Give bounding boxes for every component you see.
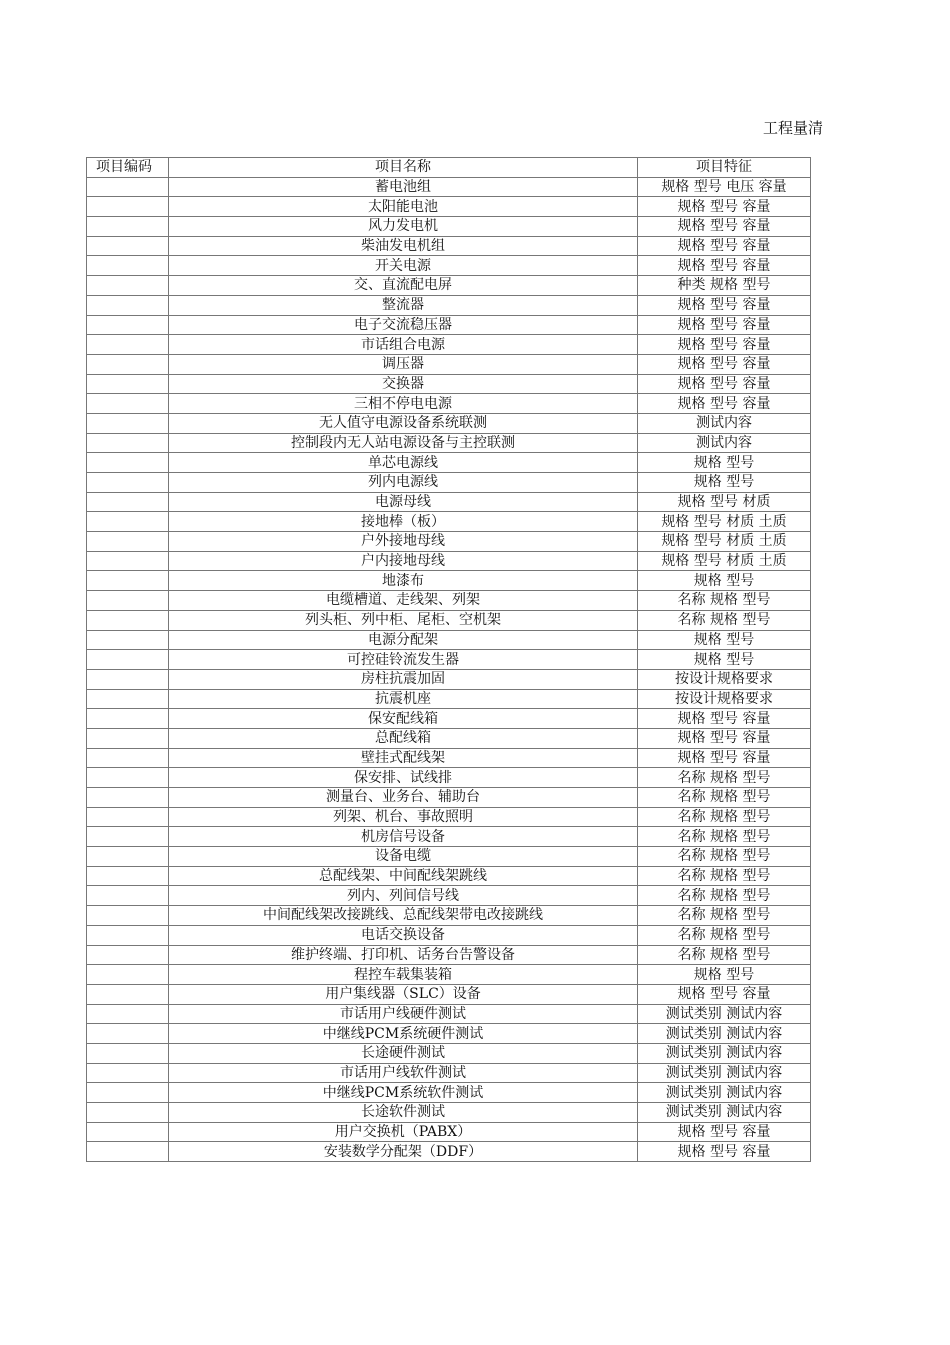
header-item-feature: 项目特征 [638,158,811,178]
item-name-cell: 开关电源 [169,256,638,276]
item-name-cell: 列架、机台、事故照明 [169,807,638,827]
item-code-cell [87,886,169,906]
item-name-cell: 长途硬件测试 [169,1043,638,1063]
item-feature-cell: 规格 型号 容量 [638,236,811,256]
table-header-row [87,158,811,178]
table-row [87,1083,811,1103]
item-feature-cell: 测试类别 测试内容 [638,1083,811,1103]
table-row [87,591,811,611]
item-feature-cell: 名称 规格 型号 [638,610,811,630]
item-code-cell [87,925,169,945]
item-feature-cell: 规格 型号 容量 [638,354,811,374]
item-feature-cell: 测试内容 [638,413,811,433]
item-code-cell [87,748,169,768]
table-row [87,709,811,729]
table-row [87,256,811,276]
item-feature-cell: 测试类别 测试内容 [638,1024,811,1044]
table-row [87,473,811,493]
item-code-cell [87,650,169,670]
item-code-cell [87,394,169,414]
item-name-cell: 市话用户线硬件测试 [169,1004,638,1024]
item-code-cell [87,315,169,335]
table-row [87,748,811,768]
header-item-name: 项目名称 [169,158,638,178]
item-feature-cell: 规格 型号 容量 [638,709,811,729]
table-row [87,335,811,355]
item-code-cell [87,1004,169,1024]
item-feature-cell: 按设计规格要求 [638,669,811,689]
item-feature-cell: 测试类别 测试内容 [638,1103,811,1123]
item-code-cell [87,532,169,552]
item-code-cell [87,689,169,709]
item-feature-cell: 名称 规格 型号 [638,788,811,808]
item-code-cell [87,492,169,512]
table-row [87,374,811,394]
item-feature-cell: 按设计规格要求 [638,689,811,709]
item-name-cell: 维护终端、打印机、话务台告警设备 [169,945,638,965]
item-feature-cell: 测试类别 测试内容 [638,1043,811,1063]
item-code-cell [87,1063,169,1083]
item-feature-cell: 规格 型号 容量 [638,256,811,276]
table-row [87,788,811,808]
table-row [87,512,811,532]
table-row [87,197,811,217]
item-feature-cell: 规格 型号 容量 [638,394,811,414]
item-feature-cell: 规格 型号 [638,965,811,985]
item-feature-cell: 规格 型号 [638,453,811,473]
item-code-cell [87,984,169,1004]
item-name-cell: 列头柜、列中柜、尾柜、空机架 [169,610,638,630]
item-feature-cell: 规格 型号 材质 [638,492,811,512]
item-name-cell: 风力发电机 [169,217,638,237]
header-item-code: 项目编码 [87,158,169,178]
table-row [87,906,811,926]
item-feature-cell: 名称 规格 型号 [638,847,811,867]
item-code-cell [87,906,169,926]
item-feature-cell: 规格 型号 [638,630,811,650]
item-code-cell [87,807,169,827]
item-name-cell: 单芯电源线 [169,453,638,473]
item-name-cell: 电源母线 [169,492,638,512]
item-code-cell [87,866,169,886]
table-row [87,354,811,374]
item-code-cell [87,276,169,296]
item-feature-cell: 测试内容 [638,433,811,453]
table-row [87,571,811,591]
table-row [87,965,811,985]
item-feature-cell: 名称 规格 型号 [638,925,811,945]
item-name-cell: 户外接地母线 [169,532,638,552]
item-feature-cell: 种类 规格 型号 [638,276,811,296]
item-code-cell [87,217,169,237]
item-feature-cell: 名称 规格 型号 [638,591,811,611]
table-row [87,1063,811,1083]
item-code-cell [87,1142,169,1162]
item-name-cell: 中继线PCM系统软件测试 [169,1083,638,1103]
item-name-cell: 中继线PCM系统硬件测试 [169,1024,638,1044]
item-feature-cell: 规格 型号 容量 [638,728,811,748]
item-feature-cell: 名称 规格 型号 [638,866,811,886]
item-feature-cell: 规格 型号 材质 土质 [638,551,811,571]
item-code-cell [87,413,169,433]
table-row [87,1142,811,1162]
item-feature-cell: 规格 型号 容量 [638,315,811,335]
table-row [87,886,811,906]
item-name-cell: 房柱抗震加固 [169,669,638,689]
table-row [87,315,811,335]
item-code-cell [87,1122,169,1142]
item-code-cell [87,473,169,493]
table-row [87,925,811,945]
item-feature-cell: 名称 规格 型号 [638,807,811,827]
item-name-cell: 调压器 [169,354,638,374]
item-name-cell: 长途软件测试 [169,1103,638,1123]
item-name-cell: 机房信号设备 [169,827,638,847]
table-row [87,276,811,296]
item-code-cell [87,512,169,532]
table-row [87,768,811,788]
item-name-cell: 电子交流稳压器 [169,315,638,335]
item-code-cell [87,295,169,315]
item-code-cell [87,768,169,788]
table-row [87,1024,811,1044]
table-row [87,1122,811,1142]
table-row [87,847,811,867]
table-row [87,532,811,552]
item-name-cell: 蓄电池组 [169,177,638,197]
item-name-cell: 电源分配架 [169,630,638,650]
item-code-cell [87,610,169,630]
table-row [87,728,811,748]
table-row [87,433,811,453]
item-name-cell: 用户交换机（PABX） [169,1122,638,1142]
item-code-cell [87,965,169,985]
table-row [87,827,811,847]
item-feature-cell: 规格 型号 材质 土质 [638,532,811,552]
item-code-cell [87,788,169,808]
table-row [87,492,811,512]
item-feature-cell: 规格 型号 容量 [638,748,811,768]
item-feature-cell: 规格 型号 容量 [638,335,811,355]
item-feature-cell: 测试类别 测试内容 [638,1004,811,1024]
item-name-cell: 接地棒（板） [169,512,638,532]
item-name-cell: 交、直流配电屏 [169,276,638,296]
item-name-cell: 设备电缆 [169,847,638,867]
item-name-cell: 列内、列间信号线 [169,886,638,906]
table-row [87,1103,811,1123]
table-row [87,1004,811,1024]
item-code-cell [87,591,169,611]
table-row [87,394,811,414]
item-feature-cell: 名称 规格 型号 [638,886,811,906]
table-row [87,984,811,1004]
item-code-cell [87,1024,169,1044]
item-feature-cell: 规格 型号 容量 [638,984,811,1004]
item-name-cell: 用户集线器（SLC）设备 [169,984,638,1004]
item-name-cell: 总配线架、中间配线架跳线 [169,866,638,886]
item-name-cell: 交换器 [169,374,638,394]
item-name-cell: 程控车载集装箱 [169,965,638,985]
table-row [87,413,811,433]
item-code-cell [87,453,169,473]
item-feature-cell: 名称 规格 型号 [638,768,811,788]
table-row [87,295,811,315]
item-name-cell: 市话组合电源 [169,335,638,355]
item-code-cell [87,571,169,591]
item-name-cell: 安装数学分配架（DDF） [169,1142,638,1162]
item-name-cell: 保安排、试线排 [169,768,638,788]
item-feature-cell: 名称 规格 型号 [638,827,811,847]
page-title: 工程量清 [763,119,824,137]
item-code-cell [87,354,169,374]
item-code-cell [87,1083,169,1103]
item-feature-cell: 规格 型号 容量 [638,217,811,237]
item-name-cell: 电话交换设备 [169,925,638,945]
item-code-cell [87,669,169,689]
table-row [87,236,811,256]
item-code-cell [87,728,169,748]
item-name-cell: 柴油发电机组 [169,236,638,256]
item-name-cell: 电缆槽道、走线架、列架 [169,591,638,611]
item-name-cell: 列内电源线 [169,473,638,493]
item-name-cell: 太阳能电池 [169,197,638,217]
table-row [87,945,811,965]
item-code-cell [87,1103,169,1123]
table-row [87,1043,811,1063]
item-code-cell [87,197,169,217]
item-code-cell [87,709,169,729]
item-feature-cell: 测试类别 测试内容 [638,1063,811,1083]
table-row [87,610,811,630]
item-feature-cell: 规格 型号 容量 [638,197,811,217]
item-code-cell [87,256,169,276]
item-name-cell: 壁挂式配线架 [169,748,638,768]
item-code-cell [87,630,169,650]
item-feature-cell: 规格 型号 [638,571,811,591]
item-code-cell [87,945,169,965]
table-row [87,217,811,237]
item-name-cell: 可控硅铃流发生器 [169,650,638,670]
table-row [87,630,811,650]
item-feature-cell: 规格 型号 容量 [638,295,811,315]
item-code-cell [87,177,169,197]
item-feature-cell: 规格 型号 [638,473,811,493]
item-feature-cell: 规格 型号 电压 容量 [638,177,811,197]
table-row [87,650,811,670]
item-name-cell: 市话用户线软件测试 [169,1063,638,1083]
item-code-cell [87,335,169,355]
item-code-cell [87,433,169,453]
bill-of-quantities-table [86,157,811,1162]
item-name-cell: 中间配线架改接跳线、总配线架带电改接跳线 [169,906,638,926]
table-body [87,177,811,1161]
item-name-cell: 无人值守电源设备系统联测 [169,413,638,433]
item-name-cell: 整流器 [169,295,638,315]
item-feature-cell: 规格 型号 容量 [638,374,811,394]
item-code-cell [87,551,169,571]
table-row [87,866,811,886]
item-feature-cell: 规格 型号 [638,650,811,670]
item-code-cell [87,847,169,867]
item-name-cell: 保安配线箱 [169,709,638,729]
item-feature-cell: 规格 型号 材质 土质 [638,512,811,532]
item-name-cell: 总配线箱 [169,728,638,748]
item-feature-cell: 名称 规格 型号 [638,945,811,965]
item-feature-cell: 规格 型号 容量 [638,1142,811,1162]
table-row [87,689,811,709]
item-feature-cell: 规格 型号 容量 [638,1122,811,1142]
item-code-cell [87,236,169,256]
table-row [87,551,811,571]
item-code-cell [87,827,169,847]
item-code-cell [87,374,169,394]
item-feature-cell: 名称 规格 型号 [638,906,811,926]
table-row [87,669,811,689]
table-row [87,807,811,827]
item-code-cell [87,1043,169,1063]
item-name-cell: 三相不停电电源 [169,394,638,414]
item-name-cell: 控制段内无人站电源设备与主控联测 [169,433,638,453]
table-row [87,453,811,473]
item-name-cell: 户内接地母线 [169,551,638,571]
item-name-cell: 测量台、业务台、辅助台 [169,788,638,808]
item-name-cell: 地漆布 [169,571,638,591]
table-row [87,177,811,197]
item-name-cell: 抗震机座 [169,689,638,709]
